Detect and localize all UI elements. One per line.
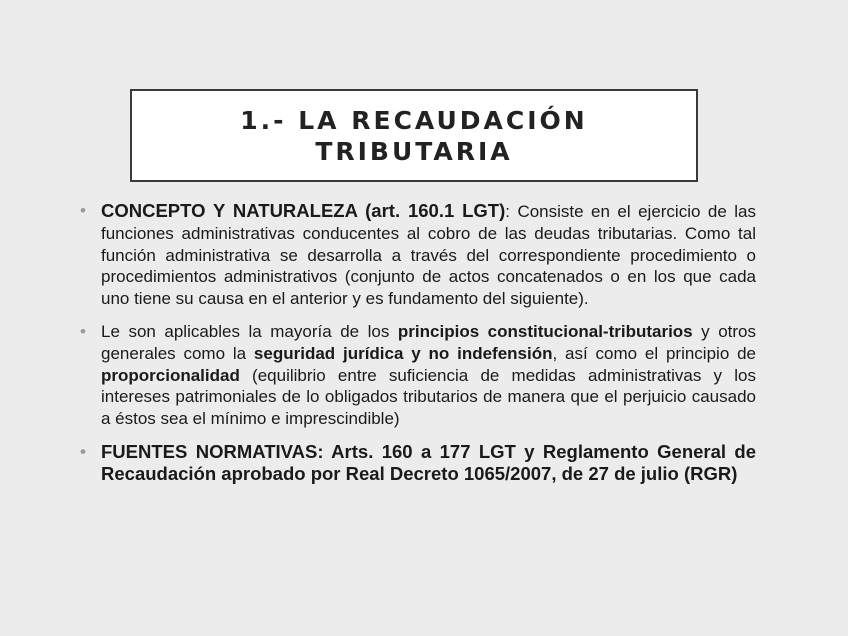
bullet-bold-proporcionalidad: proporcionalidad (101, 365, 240, 385)
bullet-heading-concepto: CONCEPTO Y NATURALEZA (art. 160.1 LGT) (101, 200, 506, 221)
bullet-text-concepto: : Consiste en el ejercicio de las funciones administrativas conducentes al cobro de las deudas tributarias. Como tal función administrativa se desarrolla a través del correspondiente procedimiento o procedimientos administrativos (conjunto de actos concatenados o en los que cada uno tiene su causa en el anterior y es fundamento del siguiente). (101, 202, 756, 309)
bullet-bold-seguridad: seguridad jurídica y no indefensión (253, 343, 553, 363)
title-line-2: TRIBUTARIA (315, 136, 513, 166)
bullet-bold-principios: principios constitucional-tributarios (397, 321, 693, 341)
bullet-dot-icon: • (80, 441, 86, 461)
bullet-principios (78, 321, 756, 430)
bullet-text-principios-b: y otros generales como la (101, 321, 756, 363)
bullet-text-principios-a: Le son aplicables la mayoría de los (101, 321, 398, 341)
bullet-list (78, 200, 756, 496)
bullet-fuentes (78, 441, 756, 485)
bullet-text-principios-c: , así como el principio de (552, 343, 756, 363)
bullet-concepto (78, 200, 756, 310)
bullet-dot-icon: • (80, 201, 86, 220)
title-box (130, 89, 698, 182)
bullet-dot-icon: • (80, 321, 86, 341)
bullet-text-principios-d: (equilibrio entre suficiencia de medidas administrativas y los intereses patrimoniales de lo obligados tributarios de manera que el perjuicio causado a éstos sea el mínimo e imprescindible) (101, 365, 756, 429)
title-line-1: 1.- LA RECAUDACIÓN (240, 105, 588, 135)
bullet-text-fuentes: FUENTES NORMATIVAS: Arts. 160 a 177 LGT y Reglamento General de Recaudación aprobado por Real Decreto 1065/2007, de 27 de julio (RGR) (101, 440, 756, 484)
